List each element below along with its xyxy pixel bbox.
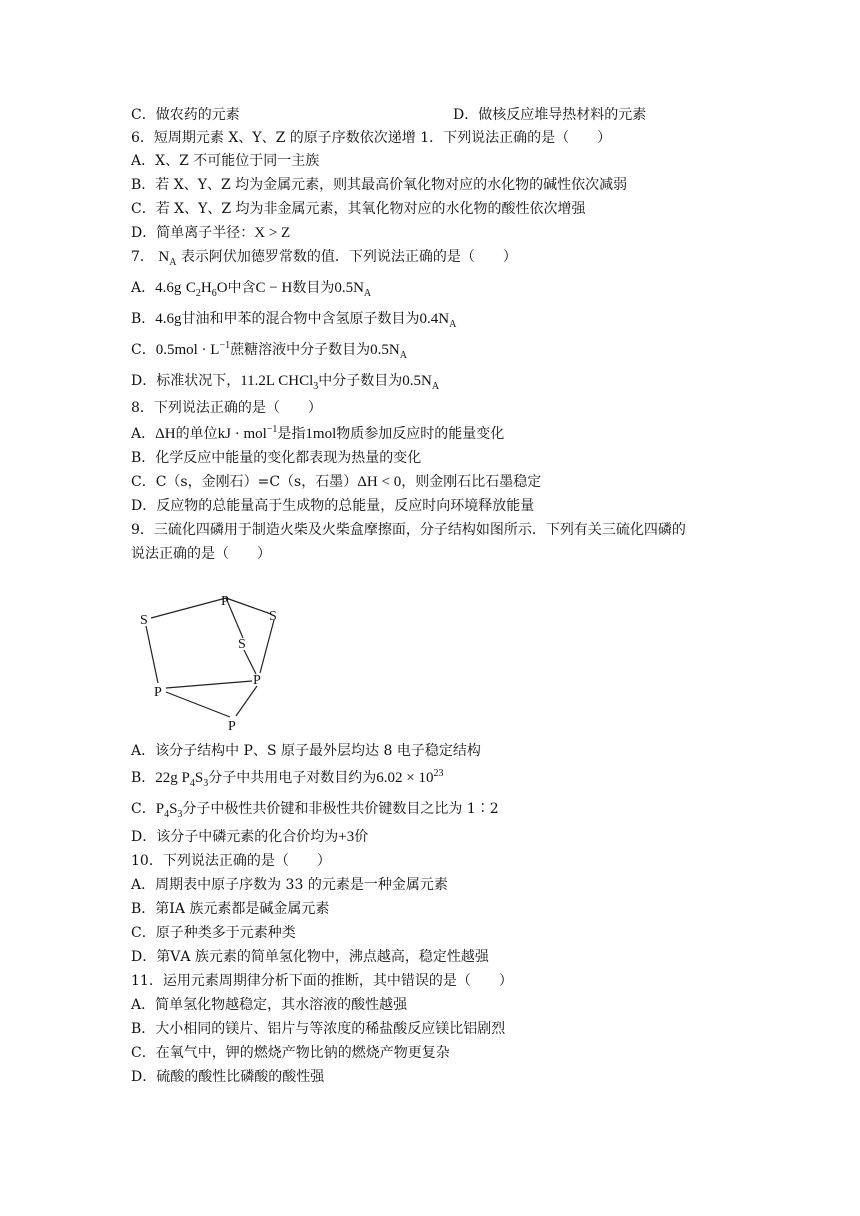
atom-p-top: P	[221, 594, 229, 609]
q11-stem: 11．运用元素周期律分析下面的推断，其中错误的是（ ）	[131, 973, 513, 989]
q9-stem-line1: 9．三硫化四磷用于制造火柴及火柴盒摩擦面，分子结构如图所示．下列有关三硫化四磷的	[131, 522, 686, 538]
q9-option-c: C．$P_4S_3$分子中极性共价键和非极性共价键数目之比为 1∶2	[131, 801, 499, 820]
q7-option-d: D．标准状况下，11.2L CHCl$_3$中分子数目为$0.5N_A$	[131, 373, 440, 392]
q7-stem: 7． $N_A$ 表示阿伏加德罗常数的值．下列说法正确的是（ ）	[131, 249, 517, 268]
atom-s-left: S	[140, 613, 148, 628]
q8-option-b: B．化学反应中能量的变化都表现为热量的变化	[131, 450, 422, 466]
atom-p-left: P	[154, 685, 162, 700]
q5-option-c: C．做农药的元素	[131, 107, 240, 123]
q8-option-c: C．C（s，金刚石）=C（s，石墨）ΔH < 0，则金刚石比石墨稳定	[131, 474, 542, 490]
q9-option-d: D．该分子中磷元素的化合价均为+3价	[131, 829, 369, 845]
q7-option-c: C．$0.5mol \cdot L^{-1}$蔗糖溶液中分子数目为$0.5N_A$	[131, 340, 407, 361]
q9-stem-line2: 说法正确的是（ ）	[131, 546, 271, 562]
atom-p-right: P	[253, 673, 261, 688]
q7-option-a: A．4.6g $C_2H_6O$中含C − H数目为$0.5N_A$	[131, 280, 372, 299]
q9-option-a: A．该分子结构中 P、S 原子最外层均达 8 电子稳定结构	[131, 743, 481, 759]
q7-option-b: B．4.6g甘油和甲苯的混合物中含氢原子数目为$0.4N_A$	[131, 311, 457, 330]
q10-option-d: D．第ⅤA 族元素的简单氢化物中，沸点越高，稳定性越强	[131, 949, 489, 965]
q8-option-d: D．反应物的总能量高于生成物的总能量，反应时向环境释放能量	[131, 498, 535, 514]
q10-stem: 10．下列说法正确的是（ ）	[131, 853, 331, 869]
q8-stem: 8．下列说法正确的是（ ）	[131, 400, 322, 416]
q6-option-d-math: X > Z	[254, 225, 291, 241]
q6-stem: 6．短周期元素 X、Y、Z 的原子序数依次递增 1．下列说法正确的是（ ）	[131, 130, 612, 146]
q9-option-b: B．22g $P_4S_3$分子中共用电子对数目约为$6.02 \times 10^{23}$	[131, 768, 444, 789]
atom-s-center: S	[238, 637, 246, 652]
q6-option-b: B．若 X、Y、Z 均为金属元素，则其最高价氧化物对应的水化物的碱性依次减弱	[131, 177, 628, 193]
q11-option-c: C．在氧气中，钾的燃烧产物比钠的燃烧产物更复杂	[131, 1045, 450, 1061]
p4s3-structure-diagram	[126, 588, 296, 740]
q10-option-a: A．周期表中原子序数为 33 的元素是一种金属元素	[131, 877, 448, 893]
q11-option-b: B．大小相同的镁片、铝片与等浓度的稀盐酸反应镁比铝剧烈	[131, 1021, 506, 1037]
q10-option-b: B．第ⅠA 族元素都是碱金属元素	[131, 901, 330, 917]
q6-option-d: D．简单离子半径：X > Z	[131, 225, 291, 241]
avogadro-symbol: $N_A$	[158, 249, 177, 268]
q11-option-a: A．简单氢化物越稳定，其水溶液的酸性越强	[131, 997, 408, 1013]
q10-option-c: C．原子种类多于元素种类	[131, 925, 296, 941]
q6-option-c: C．若 X、Y、Z 均为非金属元素，其氧化物对应的水化物的酸性依次增强	[131, 201, 586, 217]
atom-s-right: S	[269, 609, 277, 624]
q8-option-a: A．ΔH的单位kJ · mol$^{-1}$是指1mol物质参加反应时的能量变化	[131, 424, 505, 442]
q5-option-d: D．做核反应堆导热材料的元素	[453, 107, 647, 123]
atom-p-bottom: P	[228, 719, 236, 734]
q6-option-a: A．X、Z 不可能位于同一主族	[131, 153, 320, 169]
q11-option-d: D．硫酸的酸性比磷酸的酸性强	[131, 1069, 325, 1085]
q5-options-cd	[131, 105, 647, 125]
